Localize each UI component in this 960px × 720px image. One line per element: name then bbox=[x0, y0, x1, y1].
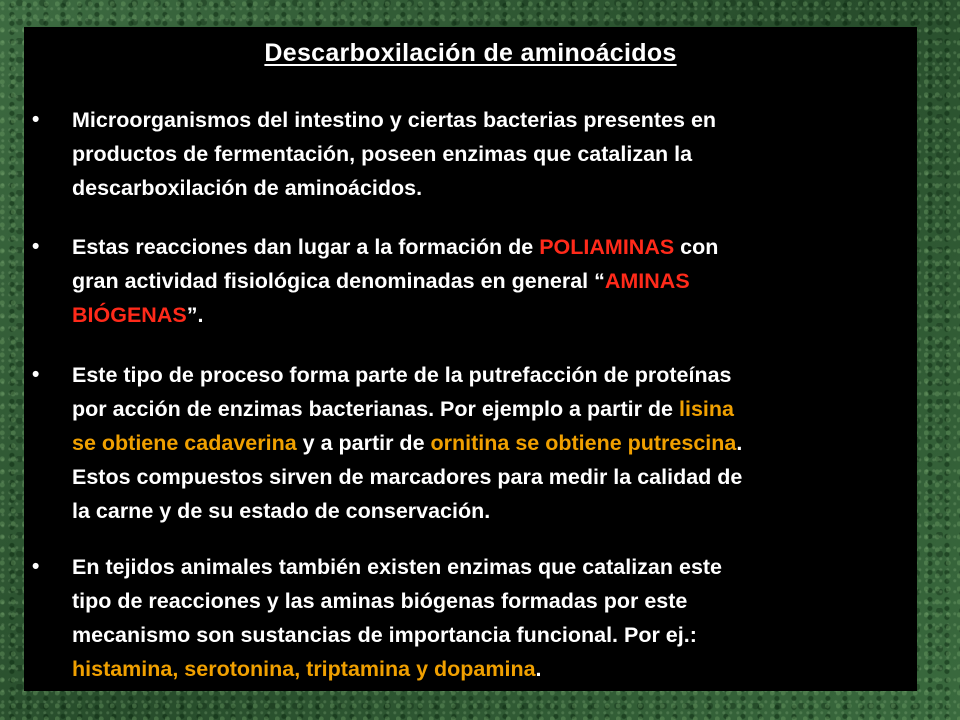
text-segment: por acción de enzimas bacterianas. Por ejemplo a partir de bbox=[72, 397, 679, 421]
bullet-line: mecanismo son sustancias de importancia funcional. Por ej.: bbox=[72, 623, 697, 647]
bullet-item-putrefaccion bbox=[32, 358, 912, 528]
highlight-cadaverina: se obtiene cadaverina bbox=[72, 431, 297, 455]
bullet-line: productos de fermentación, poseen enzimas que catalizan la bbox=[72, 142, 693, 166]
slide-panel bbox=[24, 27, 917, 691]
bullet-line: Estos compuestos sirven de marcadores para medir la calidad de bbox=[72, 465, 743, 489]
bullet-line bbox=[72, 392, 912, 426]
text-segment: con bbox=[674, 235, 719, 259]
highlight-biogenas: BIÓGENAS bbox=[72, 303, 187, 327]
highlight-amines-list: histamina, serotonina, triptamina y dopamina bbox=[72, 657, 536, 681]
text-segment: . bbox=[736, 431, 743, 455]
text-segment: y a partir de bbox=[296, 431, 431, 455]
bullet-line: Este tipo de proceso forma parte de la putrefacción de proteínas bbox=[72, 363, 732, 387]
bullet-dot-icon: • bbox=[32, 235, 40, 258]
bullet-dot-icon: • bbox=[32, 363, 40, 386]
text-segment: ”. bbox=[186, 303, 204, 327]
bullet-line bbox=[72, 230, 912, 264]
bullet-list bbox=[24, 27, 917, 691]
highlight-poliaminas: POLIAMINAS bbox=[539, 235, 675, 259]
text-segment: . bbox=[535, 657, 542, 681]
bullet-line bbox=[72, 652, 912, 686]
highlight-lisina: lisina bbox=[679, 397, 734, 421]
bullet-line bbox=[72, 298, 912, 332]
bullet-dot-icon: • bbox=[32, 108, 40, 131]
text-segment: gran actividad fisiológica denominadas en general “ bbox=[72, 269, 605, 293]
bullet-line: En tejidos animales también existen enzimas que catalizan este bbox=[72, 555, 723, 579]
bullet-item-microorganisms bbox=[32, 103, 912, 205]
bullet-line: Microorganismos del intestino y ciertas bacterias presentes en bbox=[72, 108, 717, 132]
bullet-line: descarboxilación de aminoácidos. bbox=[72, 176, 423, 200]
highlight-putrescina: ornitina se obtiene putrescina bbox=[430, 431, 737, 455]
slide-title: Descarboxilación de aminoácidos bbox=[264, 39, 677, 67]
bullet-item-tejidos-animales bbox=[32, 550, 912, 686]
text-segment: Estas reacciones dan lugar a la formación de bbox=[72, 235, 540, 259]
bullet-line: la carne y de su estado de conservación. bbox=[72, 499, 491, 523]
highlight-aminas: AMINAS bbox=[604, 269, 690, 293]
bullet-item-poliaminas bbox=[32, 230, 912, 332]
bullet-dot-icon: • bbox=[32, 555, 40, 578]
bullet-line bbox=[72, 426, 912, 460]
bullet-line: tipo de reacciones y las aminas biógenas formadas por este bbox=[72, 589, 688, 613]
bullet-line bbox=[72, 264, 912, 298]
